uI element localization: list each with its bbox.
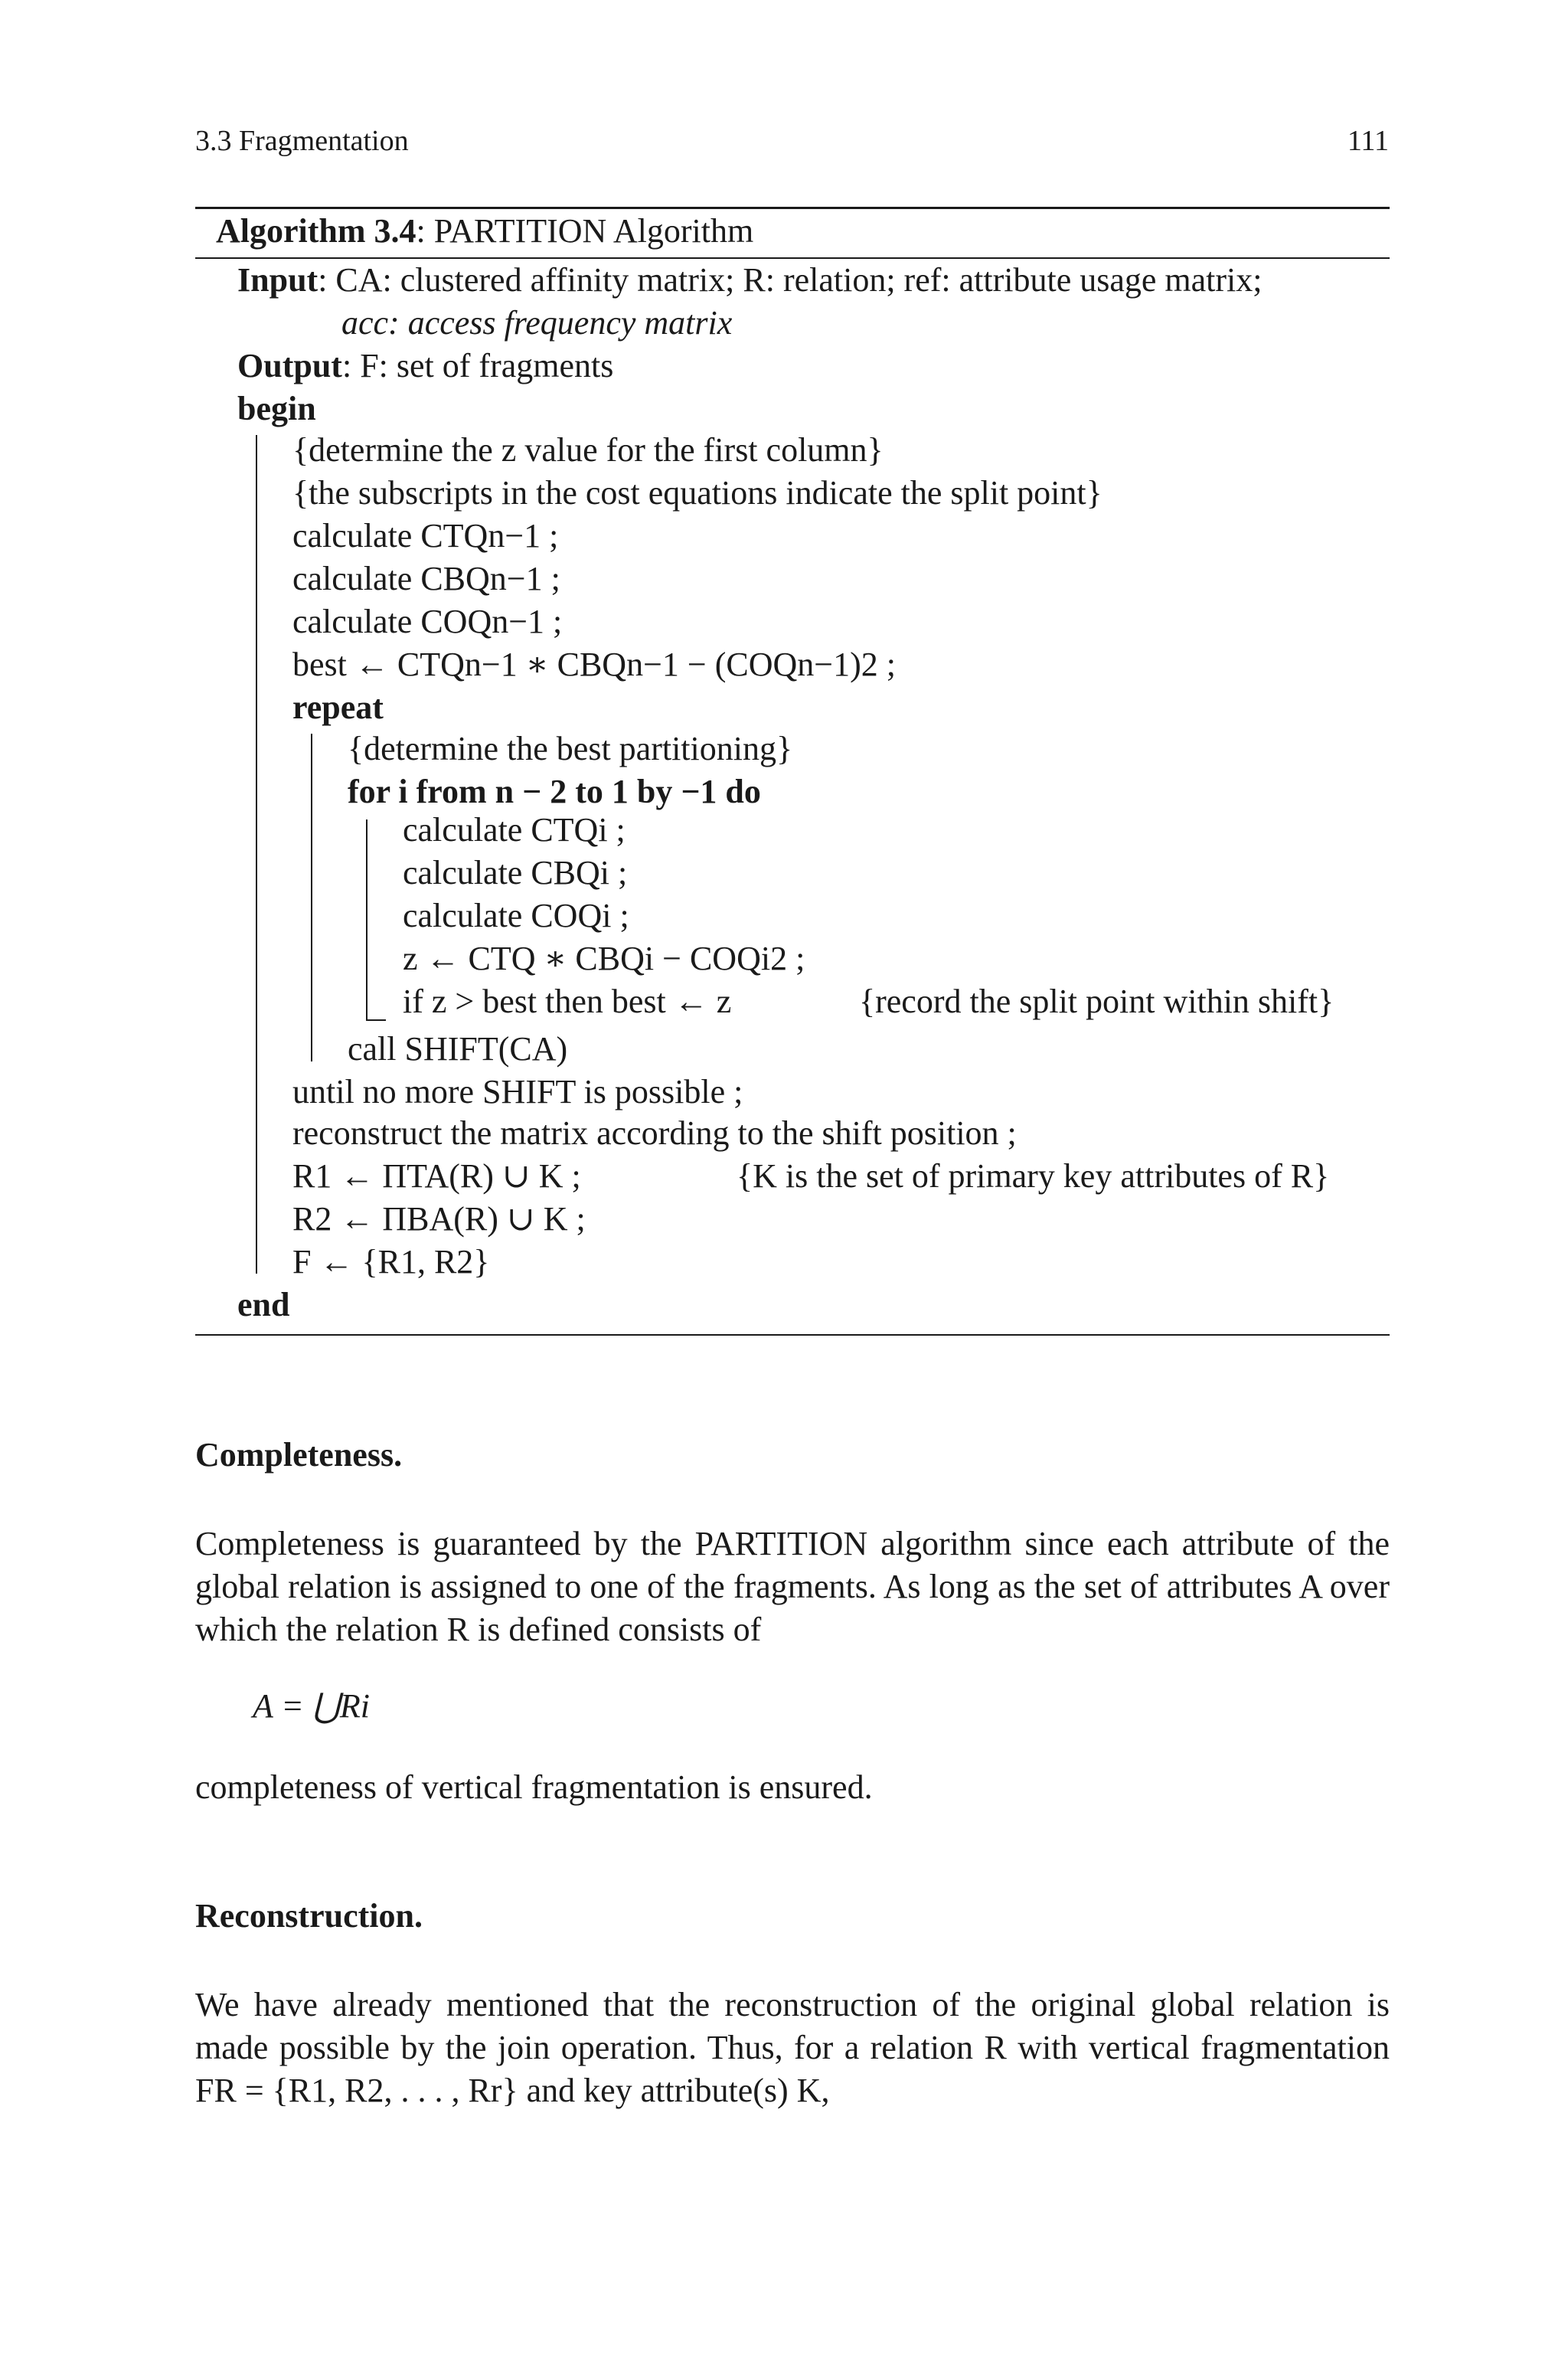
r1-assign: R1 ← ΠTA(R) ∪ K ; (292, 1157, 581, 1195)
r2-assign: R2 ← ΠBA(R) ∪ K ; (292, 1200, 586, 1238)
algorithm-output: Output: F: set of fragments (237, 347, 614, 384)
output-label: Output (237, 347, 342, 384)
repeat-keyword (292, 686, 384, 729)
for-line: for i from n − 2 to 1 by −1 do (348, 773, 761, 810)
repeat-block-bar (311, 734, 312, 1061)
if-line: if z > best then best ← z (403, 983, 732, 1020)
algorithm-bottom-rule (195, 1334, 1390, 1336)
completeness-equation: A = ⋃Ri (253, 1687, 370, 1725)
for-block-bar (366, 819, 368, 1020)
comment-record-split: {record the split point within shift} (859, 983, 1334, 1020)
page-number: 111 (1347, 125, 1389, 157)
algorithm-title-name: : PARTITION Algorithm (416, 212, 754, 250)
begin-block-bar (256, 435, 257, 1274)
calc-coq: calculate COQn−1 ; (292, 603, 563, 640)
reconstruct-line: reconstruct the matrix according to the shift position ; (292, 1114, 1017, 1152)
calc-cbqi: calculate CBQi ; (403, 854, 628, 891)
calc-ctq: calculate CTQn−1 ; (292, 517, 559, 554)
algorithm-input: Input: CA: clustered affinity matrix; R: relation; ref: attribute usage matrix; (237, 261, 1263, 299)
algorithm-end (237, 1284, 289, 1326)
algorithm-begin (237, 388, 316, 430)
comment-best-partition: {determine the best partitioning} (348, 730, 793, 767)
begin-keyword: begin (237, 390, 316, 427)
algorithm-input-cont (341, 302, 732, 345)
input-label: Input (237, 261, 318, 299)
end-keyword: end (237, 1286, 290, 1323)
reconstruction-paragraph: We have already mentioned that the reconstruction of the original global relation is made possible by the join operation. Thus, for a relation R with vertical fragmentation FR = {R1, R2, . . . , Rr} and key attribute(s) K, (195, 1986, 1390, 2109)
input-text-2: acc: access frequency matrix (341, 304, 733, 342)
call-shift: call SHIFT(CA) (348, 1030, 568, 1068)
repeat-label: repeat (292, 689, 384, 726)
calc-cbq: calculate CBQn−1 ; (292, 560, 560, 597)
comment-k: {K is the set of primary key attributes of R} (737, 1157, 1330, 1195)
reconstruction-heading: Reconstruction. (195, 1897, 423, 1935)
calc-ctqi: calculate CTQi ; (403, 811, 626, 849)
completeness-paragraph: Completeness is guaranteed by the PARTITION algorithm since each attribute of the global relation is assigned to one of the fragments. As long as the set of attributes A over which the relation R is defined consists of (195, 1525, 1390, 1648)
comment-subscripts: {the subscripts in the cost equations indicate the split point} (292, 474, 1102, 512)
f-assign: F ← {R1, R2} (292, 1243, 490, 1281)
input-text-1: CA: clustered affinity matrix; R: relation; ref: attribute usage matrix; (335, 261, 1263, 299)
algorithm-title-label: Algorithm 3.4 (216, 212, 416, 250)
running-header-section: 3.3 Fragmentation (195, 125, 409, 157)
z-assign: z ← CTQ ∗ CBQi − COQi2 ; (403, 940, 805, 977)
output-text: F: set of fragments (360, 347, 614, 384)
completeness-closing: completeness of vertical fragmentation is ensured. (195, 1768, 873, 1806)
completeness-heading: Completeness. (195, 1436, 403, 1474)
comment-determine-z: {determine the z value for the first column} (292, 431, 884, 469)
algorithm-title (216, 210, 753, 253)
best-assign: best ← CTQn−1 ∗ CBQn−1 − (COQn−1)2 ; (292, 646, 896, 683)
until-line: until no more SHIFT is possible ; (292, 1073, 743, 1110)
calc-coqi: calculate COQi ; (403, 897, 629, 934)
algorithm-top-rule (195, 207, 1390, 209)
for-block-end (366, 1019, 386, 1021)
